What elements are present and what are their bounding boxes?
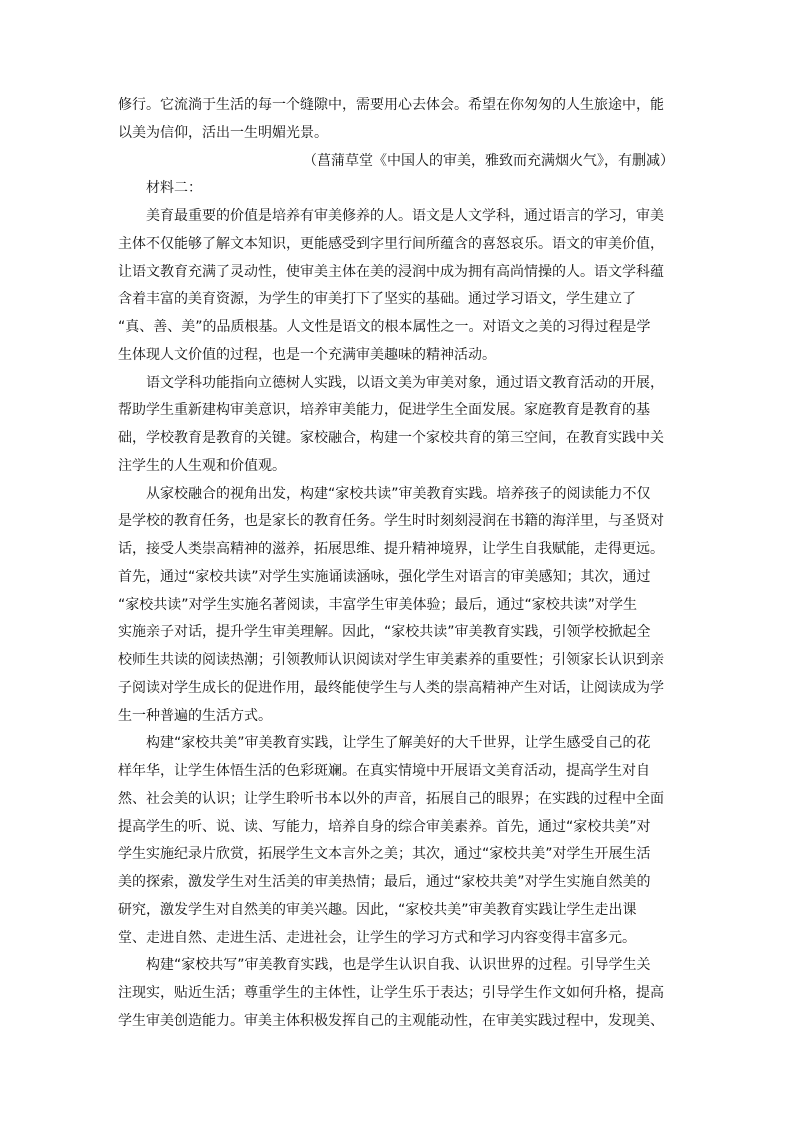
text-line: “真、善、美”的品质根基。人文性是语文的根本属性之一。对语文之美的习得过程是学 bbox=[118, 319, 651, 335]
text-line: 学生审美创造能力。审美主体积极发挥自己的主观能动性，在审美实践过程中，发现美、 bbox=[118, 1012, 664, 1029]
text-line: 从家校融合的视角出发，构建“家校共读”审美教育实践。培养孩子的阅读能力不仅 bbox=[146, 485, 651, 502]
text-line: 话，接受人类崇高精神的滋养，拓展思维、提升精神境界，让学生自我赋能，走得更远。 bbox=[118, 541, 664, 557]
text-line: 础，学校教育是教育的关键。家校融合，构建一个家校共育的第三空间，在教育实践中关 bbox=[118, 430, 664, 446]
text-line: 美育最重要的价值是培养有审美修养的人。语文是人文学科，通过语言的学习，审美 bbox=[146, 208, 664, 224]
text-line: 子阅读对学生成长的促进作用，最终能使学生与人类的崇高精神产生对话，让阅读成为学 bbox=[118, 679, 664, 696]
text-line: 构建“家校共写”审美教育实践，也是学生认识自我、认识世界的过程。引导学生关 bbox=[146, 957, 651, 974]
text-line: 修行。它流淌于生活的每一个缝隙中，需要用心去体会。希望在你匆匆的人生旅途中，能 bbox=[118, 97, 664, 113]
text-line: 以美为信仰，活出一生明媚光景。 bbox=[118, 124, 328, 141]
text-line: 含着丰富的美育资源，为学生的审美打下了坚实的基础。通过学习语文，学生建立了 bbox=[118, 291, 636, 308]
text-line: 首先，通过“家校共读”对学生实施诵读涵咏，强化学生对语言的审美感知；其次，通过 bbox=[118, 568, 651, 585]
text-line: 美的探索，激发学生对生活美的审美热情；最后，通过“家校共美”对学生实施自然美的 bbox=[118, 874, 651, 890]
text-line: 帮助学生重新建构审美意识，培养审美能力，促进学生全面发展。家庭教育是教育的基 bbox=[118, 402, 650, 419]
text-line: 让语文教育充满了灵动性，使审美主体在美的浸润中成为拥有高尚情操的人。语文学科蕴 bbox=[118, 263, 664, 280]
section-heading: 材料二： bbox=[146, 180, 202, 197]
text-line: 生体现人文价值的过程，也是一个充满审美趣味的精神活动。 bbox=[118, 346, 496, 363]
text-line: “家校共读”对学生实施名著阅读，丰富学生审美体验；最后，通过“家校共读”对学生 bbox=[118, 596, 638, 613]
text-line: 注现实，贴近生活；尊重学生的主体性，让学生乐于表达；引导学生作文如何升格，提高 bbox=[118, 985, 664, 1001]
text-line: 语文学科功能指向立德树人实践，以语文美为审美对象，通过语文教育活动的开展， bbox=[146, 374, 664, 391]
text-line: 是学校的教育任务，也是家长的教育任务。学生时时刻刻浸润在书籍的海洋里，与圣贤对 bbox=[118, 513, 664, 530]
text-line: 校师生共读的阅读热潮；引领教师认识阅读对学生审美素养的重要性；引领家长认识到亲 bbox=[118, 652, 664, 668]
text-line: 学生实施纪录片欣赏，拓展学生文本言外之美；其次，通过“家校共美”对学生开展生活 bbox=[118, 846, 651, 863]
text-line: 堂、走进自然、走进生活、走进社会，让学生的学习方式和学习内容变得丰富多元。 bbox=[118, 929, 636, 946]
text-line: 然、社会美的认识；让学生聆听书本以外的声音，拓展自己的眼界；在实践的过程中全面 bbox=[118, 790, 664, 807]
text-line: 提高学生的听、说、读、写能力，培养自身的综合审美素养。首先，通过“家校共美”对 bbox=[118, 818, 651, 835]
document-page bbox=[118, 92, 674, 1036]
text-line: 生一种普遍的生活方式。 bbox=[118, 707, 272, 724]
text-line: 实施亲子对话，提升学生审美理解。因此，“家校共读”审美教育实践，引领学校掀起全 bbox=[118, 624, 651, 641]
text-line: 研究，激发学生对自然美的审美兴趣。因此，“家校共美”审美教育实践让学生走出课 bbox=[118, 901, 637, 918]
text-line: 构建“家校共美”审美教育实践，让学生了解美好的大千世界，让学生感受自己的花 bbox=[146, 735, 651, 752]
source-citation: （菖蒲草堂《中国人的审美，雅致而充满烟火气》，有删减） bbox=[303, 152, 674, 169]
text-line: 样年华，让学生体悟生活的色彩斑斓。在真实情境中开展语文美育活动，提高学生对自 bbox=[118, 763, 650, 779]
text-line: 注学生的人生观和价值观。 bbox=[118, 457, 286, 474]
text-line: 主体不仅能够了解文本知识，更能感受到字里行间所蕴含的喜怒哀乐。语文的审美价值， bbox=[118, 235, 664, 252]
